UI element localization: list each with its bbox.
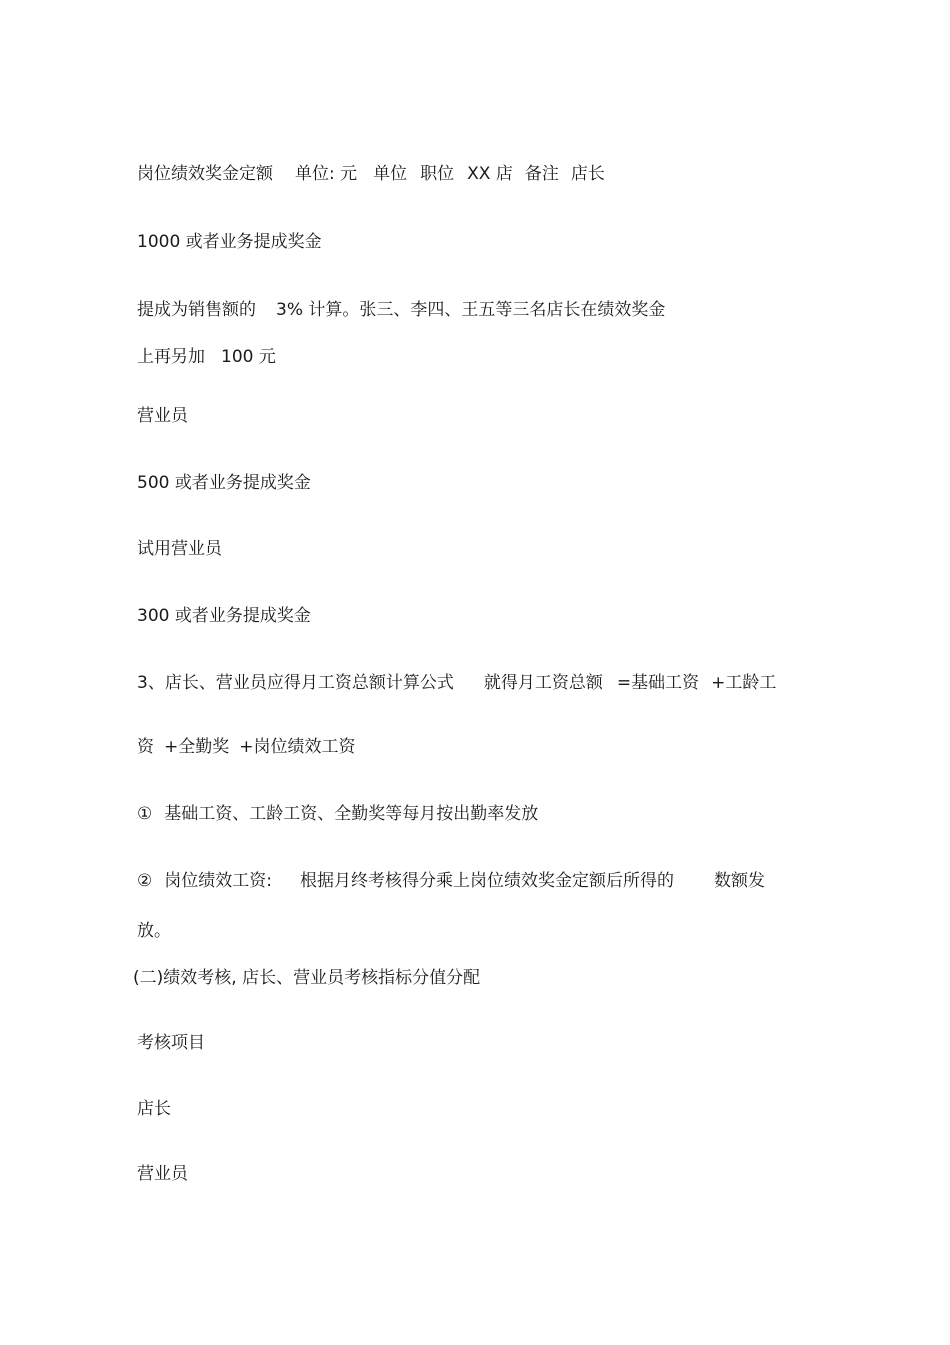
text-segment: =基础工资 [616, 673, 700, 693]
text-segment: 试用营业员 [137, 539, 222, 559]
text-segment: 上再另加 [137, 347, 205, 367]
text-segment: +岗位绩效工资 [239, 737, 356, 757]
text-segment: 3、店长、营业员应得月工资总额计算公式 [137, 673, 454, 693]
text-segment: 单位: 元 [295, 164, 358, 184]
text-segment: 300 或者业务提成奖金 [137, 606, 311, 626]
text-segment: 店长 [570, 164, 605, 184]
text-segment: 营业员 [137, 406, 188, 426]
text-segment: (二)绩效考核, 店长、营业员考核指标分值分配 [133, 968, 481, 988]
text-segment: 单位 [373, 164, 408, 184]
text-line-17 [137, 1163, 188, 1185]
text-line-2 [137, 231, 322, 253]
text-segment: 1000 或者业务提成奖金 [137, 232, 322, 252]
text-line-15 [137, 1032, 205, 1054]
text-segment: 3% 计算。张三、李四、王五等三名店长在绩效奖金 [276, 300, 666, 320]
text-segment: 资 [137, 737, 154, 757]
text-line-5 [137, 405, 188, 427]
text-line-11 [137, 803, 538, 825]
text-line-16 [137, 1098, 171, 1120]
text-segment: +全勤奖 [164, 737, 230, 757]
text-segment: 基础工资、工龄工资、全勤奖等每月按出勤率发放 [164, 804, 539, 824]
text-segment: 数额发 [713, 871, 765, 891]
text-segment: 店长 [137, 1099, 171, 1119]
text-line-3 [137, 299, 665, 321]
text-line-1 [137, 163, 605, 185]
text-line-4 [137, 346, 276, 368]
text-line-12 [137, 870, 765, 892]
text-line-7 [137, 538, 222, 560]
text-segment: 100 元 [221, 347, 276, 367]
text-segment: 备注 [524, 164, 559, 184]
text-segment: +工龄工 [711, 673, 777, 693]
text-segment: 提成为销售额的 [137, 300, 256, 320]
text-segment: 500 或者业务提成奖金 [137, 473, 311, 493]
text-segment: 考核项目 [137, 1033, 205, 1053]
text-segment: 营业员 [137, 1164, 188, 1184]
text-segment: 根据月终考核得分乘上岗位绩效奖金定额后所得的 [299, 871, 674, 891]
text-segment: 岗位绩效奖金定额 [137, 164, 273, 184]
text-line-6 [137, 472, 311, 494]
text-line-13 [137, 920, 171, 942]
text-segment: 职位 [420, 164, 455, 184]
text-segment: 放。 [137, 921, 171, 941]
section-heading [133, 967, 480, 989]
text-line-8 [137, 605, 311, 627]
text-line-10 [137, 736, 356, 758]
text-segment: ① [137, 804, 153, 824]
text-segment: ② [137, 871, 153, 891]
text-segment: XX 店 [467, 164, 513, 184]
text-segment: 就得月工资总额 [483, 673, 603, 693]
text-segment: 岗位绩效工资: [164, 871, 272, 891]
text-line-9 [137, 672, 776, 694]
